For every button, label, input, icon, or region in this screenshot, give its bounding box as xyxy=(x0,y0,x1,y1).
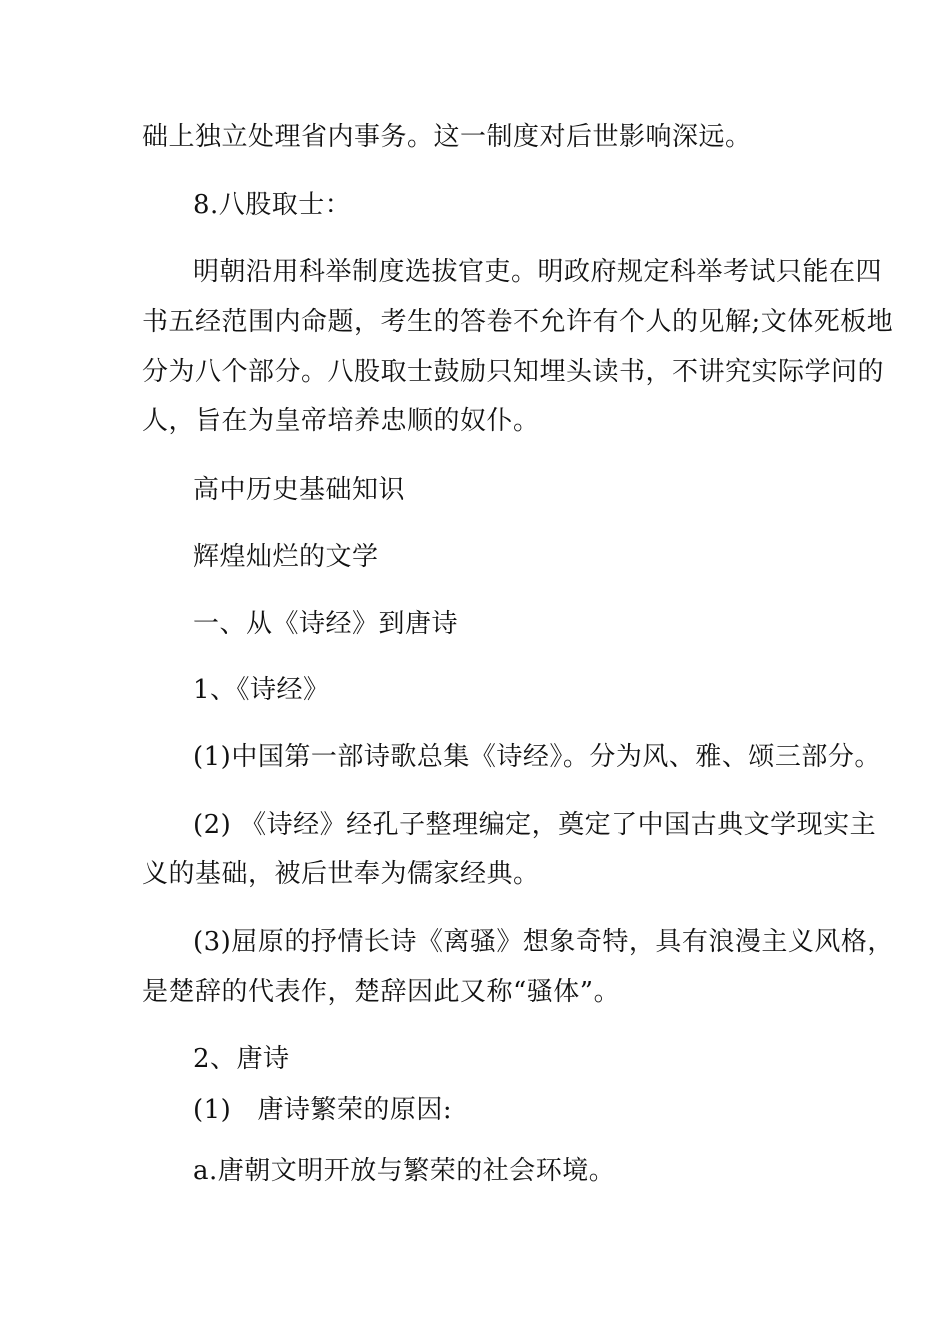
section-heading-bagu: 8.八股取士： xyxy=(193,190,352,220)
paragraph-line: 分为八个部分。八股取士鼓励只知埋头读书，不讲究实际学问的 xyxy=(142,357,885,387)
list-item: (1)中国第一部诗歌总集《诗经》。分为风、雅、颂三部分。 xyxy=(193,742,881,772)
list-item-text: 唐诗繁荣的原因: xyxy=(257,1095,453,1125)
list-item-number xyxy=(193,1093,452,1127)
list-item-continuation: 是楚辞的代表作，楚辞因此又称“骚体”。 xyxy=(142,977,621,1007)
paragraph-line: 明朝沿用科举制度选拔官吏。明政府规定科举考试只能在四 xyxy=(193,257,883,287)
subsection-heading: 2、唐诗 xyxy=(193,1044,290,1074)
list-item: a.唐朝文明开放与繁荣的社会环境。 xyxy=(193,1156,616,1186)
list-item: (2) 《诗经》经孔子整理编定，奠定了中国古典文学现实主 xyxy=(193,810,877,840)
chapter-heading: 辉煌灿烂的文学 xyxy=(193,542,379,572)
list-item: (3)屈原的抒情长诗《离骚》想象奇特，具有浪漫主义风格， xyxy=(193,927,894,957)
subsection-heading: 1、《诗经》 xyxy=(193,675,330,705)
paragraph-continuation: 础上独立处理省内事务。这一制度对后世影响深远。 xyxy=(142,122,752,152)
paragraph-line: 人，旨在为皇帝培养忠顺的奴仆。 xyxy=(142,406,540,436)
paragraph-line: 书五经范围内命题，考生的答卷不允许有个人的见解;文体死板地 xyxy=(142,307,894,337)
list-item-marker: (1) xyxy=(193,1095,232,1125)
section-heading: 一、从《诗经》到唐诗 xyxy=(193,609,459,639)
list-item-continuation: 义的基础，被后世奉为儒家经典。 xyxy=(142,859,540,889)
document-heading: 高中历史基础知识 xyxy=(193,475,406,505)
